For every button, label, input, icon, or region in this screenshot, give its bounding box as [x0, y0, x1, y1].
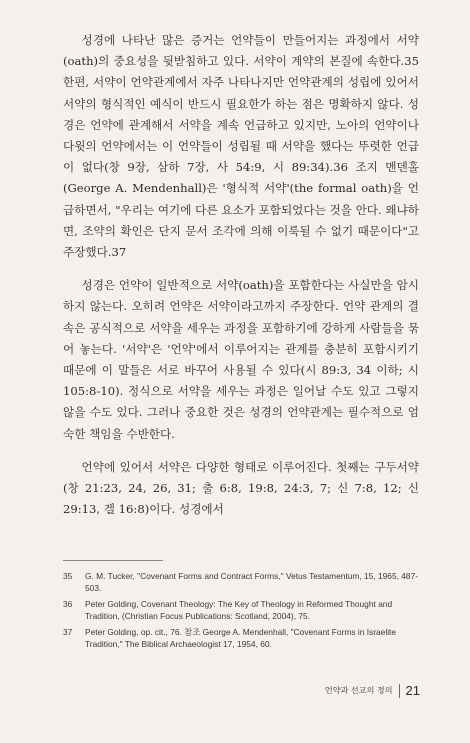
paragraph-3: 언약에 있어서 서약은 다양한 형태로 이루어진다. 첫째는 구두서약(창 21:23, 24, 26, 31; 출 6:8, 19:8, 24:3, 7; 신 7:8, 12; 신 29:13, 겔 16:8)이다. 성경에서 [63, 459, 419, 517]
page-number: 21 [405, 683, 420, 698]
footer-divider [399, 684, 400, 698]
paragraph-2: 성경은 언약이 일반적으로 서약(oath)을 포함한다는 사실만을 암시하지 않는다. 오히려 언약은 서약이라고까지 주장한다. 언약 관계의 결속은 공식적으로 서약을 세우는 과정을 포함하기에 강하게 사람들을 묶어 놓는다. '서약'은 '언약'에서 이루어지는 관계를 충분히 포함시키기 때문에 이 말들은 서로 바꾸어 사용될 수 있다(시 89:3, 34 이하; 시 105:8-10). 정식으로 서약을 세우는 과정은 일어날 수도 있고 그렇지 않을 수도 있다. 그러나 중요한 것은 성경의 언약관계는 필수적으로 엄숙한 책임을 수반한다. [63, 278, 419, 441]
footnotes [63, 570, 419, 653]
footnote-divider [63, 560, 163, 561]
footnote-37 [63, 626, 419, 651]
footnote-number: 37 [63, 626, 73, 637]
footnote-text: G. M. Tucker, "Covenant Forms and Contract Forms," Vetus Testamentum, 15, 1965, 487-503. [85, 571, 419, 594]
page-footer [325, 683, 420, 698]
footnote-35 [63, 570, 419, 595]
footnote-number: 36 [63, 598, 73, 609]
footnote-text: Peter Golding, Covenant Theology: The Key of Theology in Reformed Thought and Tradition, (Christian Focus Publications: Scotland, 2004), 75. [85, 598, 393, 622]
running-title: 언약과 선교의 정의 [324, 686, 393, 695]
body-text [63, 30, 419, 520]
footnote-number: 35 [63, 571, 73, 581]
footnote-text: Peter Golding, op. cit., 76. 참조 George A. Mendenhall, "Covenant Forms in Israelite Tradition," The Biblical Archaeologist 17, 1954, 60. [85, 626, 397, 650]
paragraph-1: 성경에 나타난 많은 증거는 언약들이 만들어지는 과정에서 서약(oath)의 중요성을 뒷받침하고 있다. 서약이 계약의 본질에 속한다.35 한편, 서약이 언약관계에서 자주 나타나지만 언약관계의 성립에 있어서 서약의 형식적인 예식이 반드시 필요한가 하는 점은 명확하지 않다. 성경은 언약에 관계해서 서약을 계속 언급하고 있지만, 노아의 언약이나 다윗의 언약에서는 이 언약들이 성립될 때 서약을 했다는 뚜렷한 언급이 없다(창 9장, 삼하 7장, 사 54:9, 시 89:34).36 조지 멘덴홀(George A. Mendenhall)은 '형식적 서약'(the formal oath)을 언급하면서, "우리는 여기에 다른 요소가 포함되었다는 것을 안다. 왜냐하면, 조약의 확인은 단지 문서 조각에 의해 이룩될 수 없기 때문이다"고 주장했다.37 [63, 33, 419, 260]
footnote-36 [63, 598, 419, 623]
